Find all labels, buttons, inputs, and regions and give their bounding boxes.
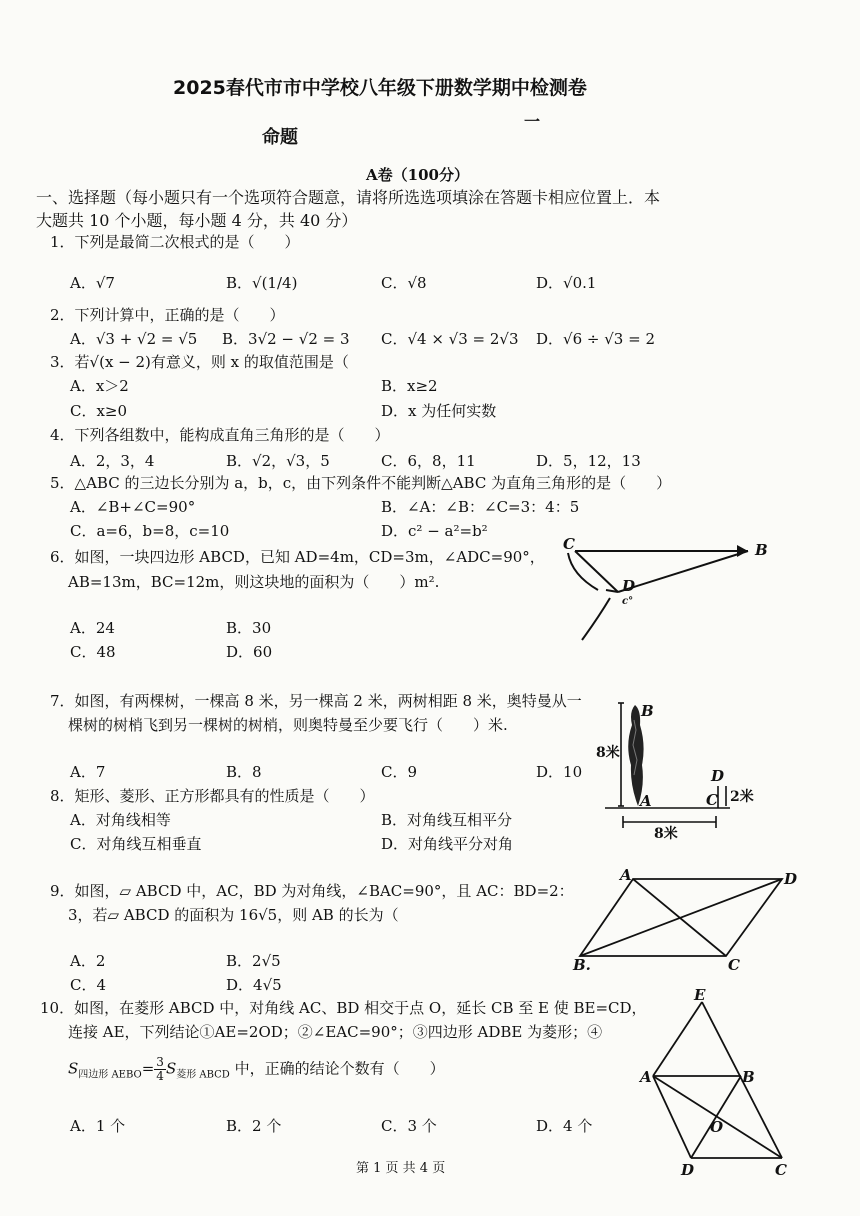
q2-option-d: D．√6 ÷ √3 = 2 bbox=[536, 330, 655, 348]
q1-option-c: C．√8 bbox=[381, 274, 427, 292]
q5-option-d: D．c² − a²=b² bbox=[381, 522, 488, 540]
q5-option-c: C．a=6，b=8，c=10 bbox=[70, 522, 230, 540]
q10-area-symbol-2: S bbox=[165, 1059, 177, 1078]
question-6-line2: AB=13m，BC=12m，则这块地的面积为（ ）m². bbox=[68, 573, 440, 591]
q6-option-a: A．24 bbox=[70, 619, 115, 637]
q6-label-angle: c° bbox=[622, 596, 634, 607]
q10-option-a: A．1 个 bbox=[70, 1117, 126, 1135]
q6-label-b: B bbox=[755, 541, 768, 559]
question-3-stem: 3．若√(x − 2)有意义，则 x 的取值范围是（ bbox=[50, 353, 349, 371]
q10-option-c: C．3 个 bbox=[381, 1117, 437, 1135]
q8-option-b: B．对角线互相平分 bbox=[381, 811, 513, 829]
section-heading-1: 一、选择题（每小题只有一个选项符合题意，请将所选选项填涂在答题卡相应位置上．本 bbox=[36, 188, 661, 207]
q4-option-b: B．√2，√3，5 bbox=[226, 452, 330, 470]
q8-option-c: C．对角线互相垂直 bbox=[70, 835, 202, 853]
q9-label-b: B. bbox=[573, 956, 591, 974]
q7-label-a: A bbox=[640, 792, 652, 810]
q6-label-c: C bbox=[563, 535, 575, 553]
q6-label-d: D bbox=[622, 577, 636, 595]
q3-option-c: C．x≥0 bbox=[70, 402, 128, 420]
question-10-line1: 10．如图，在菱形 ABCD 中，对角线 AC、BD 相交于点 O，延长 CB 至 E 使 BE=CD， bbox=[40, 999, 647, 1017]
q10-label-e: E bbox=[694, 986, 706, 1004]
q1-option-b: B．√(1/4) bbox=[226, 274, 298, 292]
q8-option-d: D．对角线平分对角 bbox=[381, 835, 514, 853]
q7-label-height2: 2米 bbox=[730, 789, 754, 805]
q10-label-b: B bbox=[742, 1068, 755, 1086]
q7-label-b: B bbox=[641, 702, 654, 720]
q1-option-a: A．√7 bbox=[70, 274, 115, 292]
q9-option-b: B．2√5 bbox=[226, 952, 281, 970]
header-dash: 一 bbox=[524, 112, 541, 131]
q9-option-a: A．2 bbox=[70, 952, 106, 970]
q10-option-d: D．4 个 bbox=[536, 1117, 593, 1135]
q9-label-a: A bbox=[620, 866, 632, 884]
q6-option-d: D．60 bbox=[226, 643, 273, 661]
q7-option-c: C．9 bbox=[381, 763, 418, 781]
q9-label-c: C bbox=[728, 956, 740, 974]
q10-area-sub-2: 菱形 ABCD bbox=[176, 1069, 230, 1081]
q2-option-a: A．√3 + √2 = √5 bbox=[70, 330, 198, 348]
volume-label: A卷（100分） bbox=[366, 166, 469, 184]
q7-label-c: C bbox=[706, 791, 718, 809]
q9-label-d: D bbox=[784, 870, 798, 888]
q6-option-c: C．48 bbox=[70, 643, 116, 661]
q3-option-d: D．x 为任何实数 bbox=[381, 402, 497, 420]
q8-option-a: A．对角线相等 bbox=[70, 811, 171, 829]
question-4-stem: 4．下列各组数中，能构成直角三角形的是（ ） bbox=[50, 426, 390, 444]
q5-option-b: B．∠A：∠B：∠C=3：4：5 bbox=[381, 498, 580, 516]
exam-title: 2025春代市市中学校八年级下册数学期中检测卷 bbox=[173, 77, 587, 99]
q2-option-b: B．3√2 − √2 = 3 bbox=[222, 330, 350, 348]
question-7-line2: 棵树的树梢飞到另一棵树的树梢，则奥特曼至少要飞行（ ）米. bbox=[68, 716, 508, 734]
q10-area-sub-1: 四边形 AEBO bbox=[78, 1069, 142, 1081]
q1-option-d: D．√0.1 bbox=[536, 274, 597, 292]
q9-option-c: C．4 bbox=[70, 976, 107, 994]
q7-option-a: A．7 bbox=[70, 763, 106, 781]
q9-option-d: D．4√5 bbox=[226, 976, 282, 994]
q7-option-b: B．8 bbox=[226, 763, 262, 781]
q10-line3-tail: 中，正确的结论个数有（ ） bbox=[229, 1059, 445, 1078]
q10-option-b: B．2 个 bbox=[226, 1117, 282, 1135]
exam-subtitle: 命题 bbox=[262, 127, 298, 148]
q10-fraction-numerator: 3 bbox=[156, 1055, 164, 1069]
question-2-stem: 2．下列计算中，正确的是（ ） bbox=[50, 306, 285, 324]
q3-option-b: B．x≥2 bbox=[381, 377, 438, 395]
q10-label-d: D bbox=[681, 1161, 695, 1179]
q7-label-height1: 8米 bbox=[596, 745, 620, 761]
q7-label-d: D bbox=[711, 767, 725, 785]
q4-option-a: A．2，3，4 bbox=[70, 452, 155, 470]
q2-option-c: C．√4 × √3 = 2√3 bbox=[381, 330, 519, 348]
q3-option-a: A．x＞2 bbox=[70, 377, 129, 395]
question-8-stem: 8．矩形、菱形、正方形都具有的性质是（ ） bbox=[50, 787, 375, 805]
q4-option-d: D．5，12，13 bbox=[536, 452, 641, 470]
q10-label-c: C bbox=[775, 1161, 787, 1179]
question-7-line1: 7．如图，有两棵树，一棵高 8 米，另一棵高 2 米，两树相距 8 米，奥特曼从一 bbox=[50, 692, 582, 710]
q10-fraction-denominator: 4 bbox=[156, 1069, 164, 1083]
page-number: 第 1 页 共 4 页 bbox=[356, 1161, 446, 1176]
question-5-stem: 5．△ABC 的三边长分别为 a，b，c，由下列条件不能判断△ABC 为直角三角形的是（ ） bbox=[50, 474, 672, 492]
question-9-line1: 9．如图，▱ ABCD 中，AC，BD 为对角线，∠BAC=90°，且 AC：BD=2： bbox=[50, 882, 574, 900]
q10-area-symbol-1: S bbox=[68, 1059, 79, 1078]
question-10-line2: 连接 AE，下列结论①AE=2OD；②∠EAC=90°；③四边形 ADBE 为菱形；④ bbox=[68, 1023, 603, 1041]
q10-label-o: O bbox=[710, 1118, 724, 1136]
q5-option-a: A．∠B+∠C=90° bbox=[70, 498, 196, 516]
q10-label-a: A bbox=[640, 1068, 652, 1086]
q7-option-d: D．10 bbox=[536, 763, 583, 781]
q6-option-b: B．30 bbox=[226, 619, 272, 637]
section-heading-2: 大题共 10 个小题，每小题 4 分，共 40 分） bbox=[36, 211, 358, 230]
question-1-stem: 1．下列是最简二次根式的是（ ） bbox=[50, 233, 300, 251]
question-6-line1: 6．如图，一块四边形 ABCD，已知 AD=4m，CD=3m，∠ADC=90°， bbox=[50, 548, 545, 566]
question-9-line2: 3，若▱ ABCD 的面积为 16√5，则 AB 的长为（ bbox=[68, 906, 399, 924]
q4-option-c: C．6，8，11 bbox=[381, 452, 476, 470]
q7-label-distance: 8米 bbox=[654, 826, 678, 842]
q10-equals: = bbox=[141, 1059, 155, 1078]
